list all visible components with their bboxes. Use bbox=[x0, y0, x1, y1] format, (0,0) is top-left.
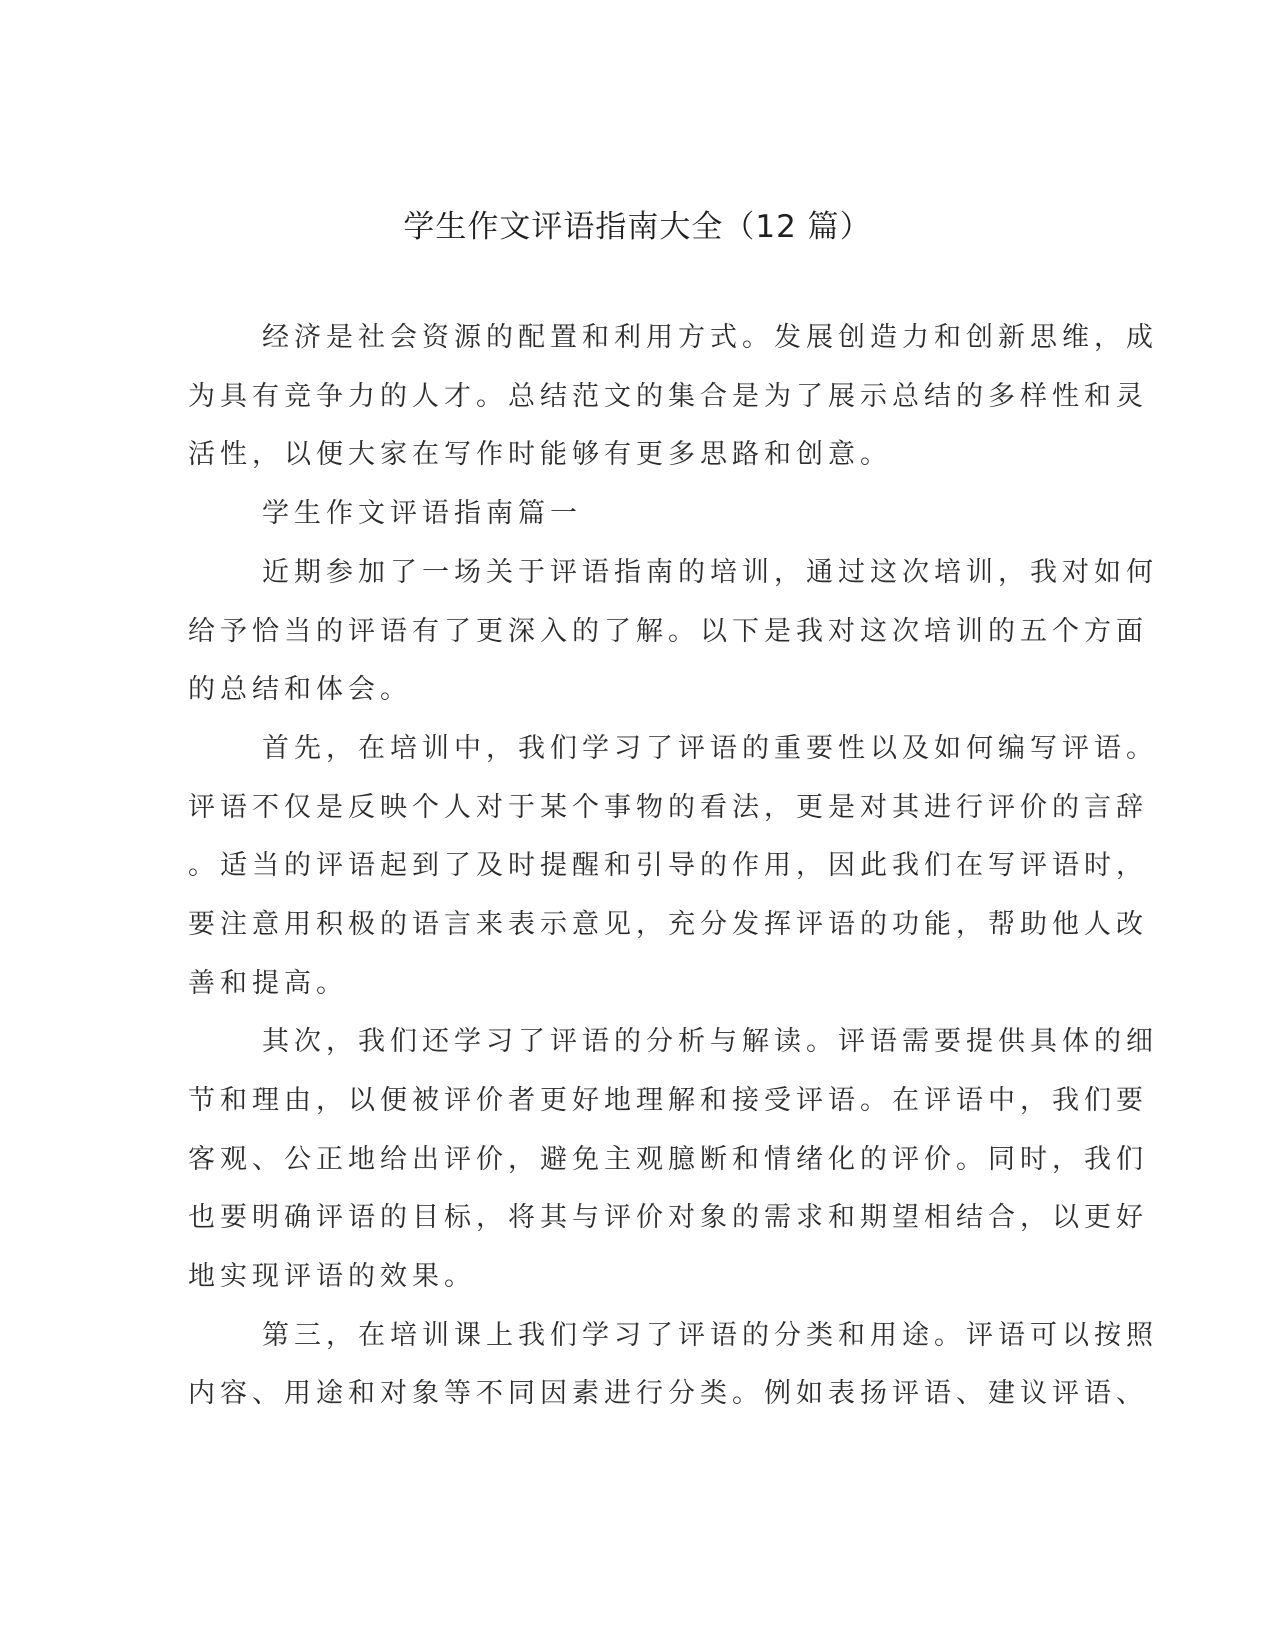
text-line-5: 近期参加了一场关于评语指南的培训，通过这次培训，我对如何 bbox=[262, 557, 1158, 588]
document-title: 学生作文评语指南大全（12 篇） bbox=[403, 209, 872, 245]
text-line-3: 活性，以便大家在写作时能够有更多思路和创意。 bbox=[188, 439, 892, 470]
text-line-18: 第三，在培训课上我们学习了评语的分类和用途。评语可以按照 bbox=[262, 1320, 1158, 1351]
text-line-10: 。适当的评语起到了及时提醒和引导的作用，因此我们在写评语时， bbox=[188, 850, 1148, 881]
text-line-14: 节和理由，以便被评价者更好地理解和接受评语。在评语中，我们要 bbox=[188, 1085, 1148, 1116]
text-line-11: 要注意用积极的语言来表示意见，充分发挥评语的功能，帮助他人改 bbox=[188, 909, 1148, 940]
section-heading: 学生作文评语指南篇一 bbox=[262, 498, 582, 529]
text-line-9: 评语不仅是反映个人对于某个事物的看法，更是对其进行评价的言辞 bbox=[188, 792, 1148, 823]
text-line-8: 首先，在培训中，我们学习了评语的重要性以及如何编写评语。 bbox=[262, 733, 1158, 764]
text-line-2: 为具有竞争力的人才。总结范文的集合是为了展示总结的多样性和灵 bbox=[188, 381, 1148, 412]
text-line-19: 内容、用途和对象等不同因素进行分类。例如表扬评语、建议评语、 bbox=[188, 1378, 1148, 1409]
text-line-13: 其次，我们还学习了评语的分析与解读。评语需要提供具体的细 bbox=[262, 1026, 1158, 1057]
text-line-17: 地实现评语的效果。 bbox=[188, 1261, 476, 1292]
text-line-16: 也要明确评语的目标，将其与评价对象的需求和期望相结合，以更好 bbox=[188, 1202, 1148, 1233]
text-line-7: 的总结和体会。 bbox=[188, 674, 412, 705]
text-line-15: 客观、公正地给出评价，避免主观臆断和情绪化的评价。同时，我们 bbox=[188, 1144, 1148, 1175]
text-line-1: 经济是社会资源的配置和利用方式。发展创造力和创新思维，成 bbox=[262, 322, 1158, 353]
text-line-6: 给予恰当的评语有了更深入的了解。以下是我对这次培训的五个方面 bbox=[188, 616, 1148, 647]
text-line-12: 善和提高。 bbox=[188, 968, 348, 999]
